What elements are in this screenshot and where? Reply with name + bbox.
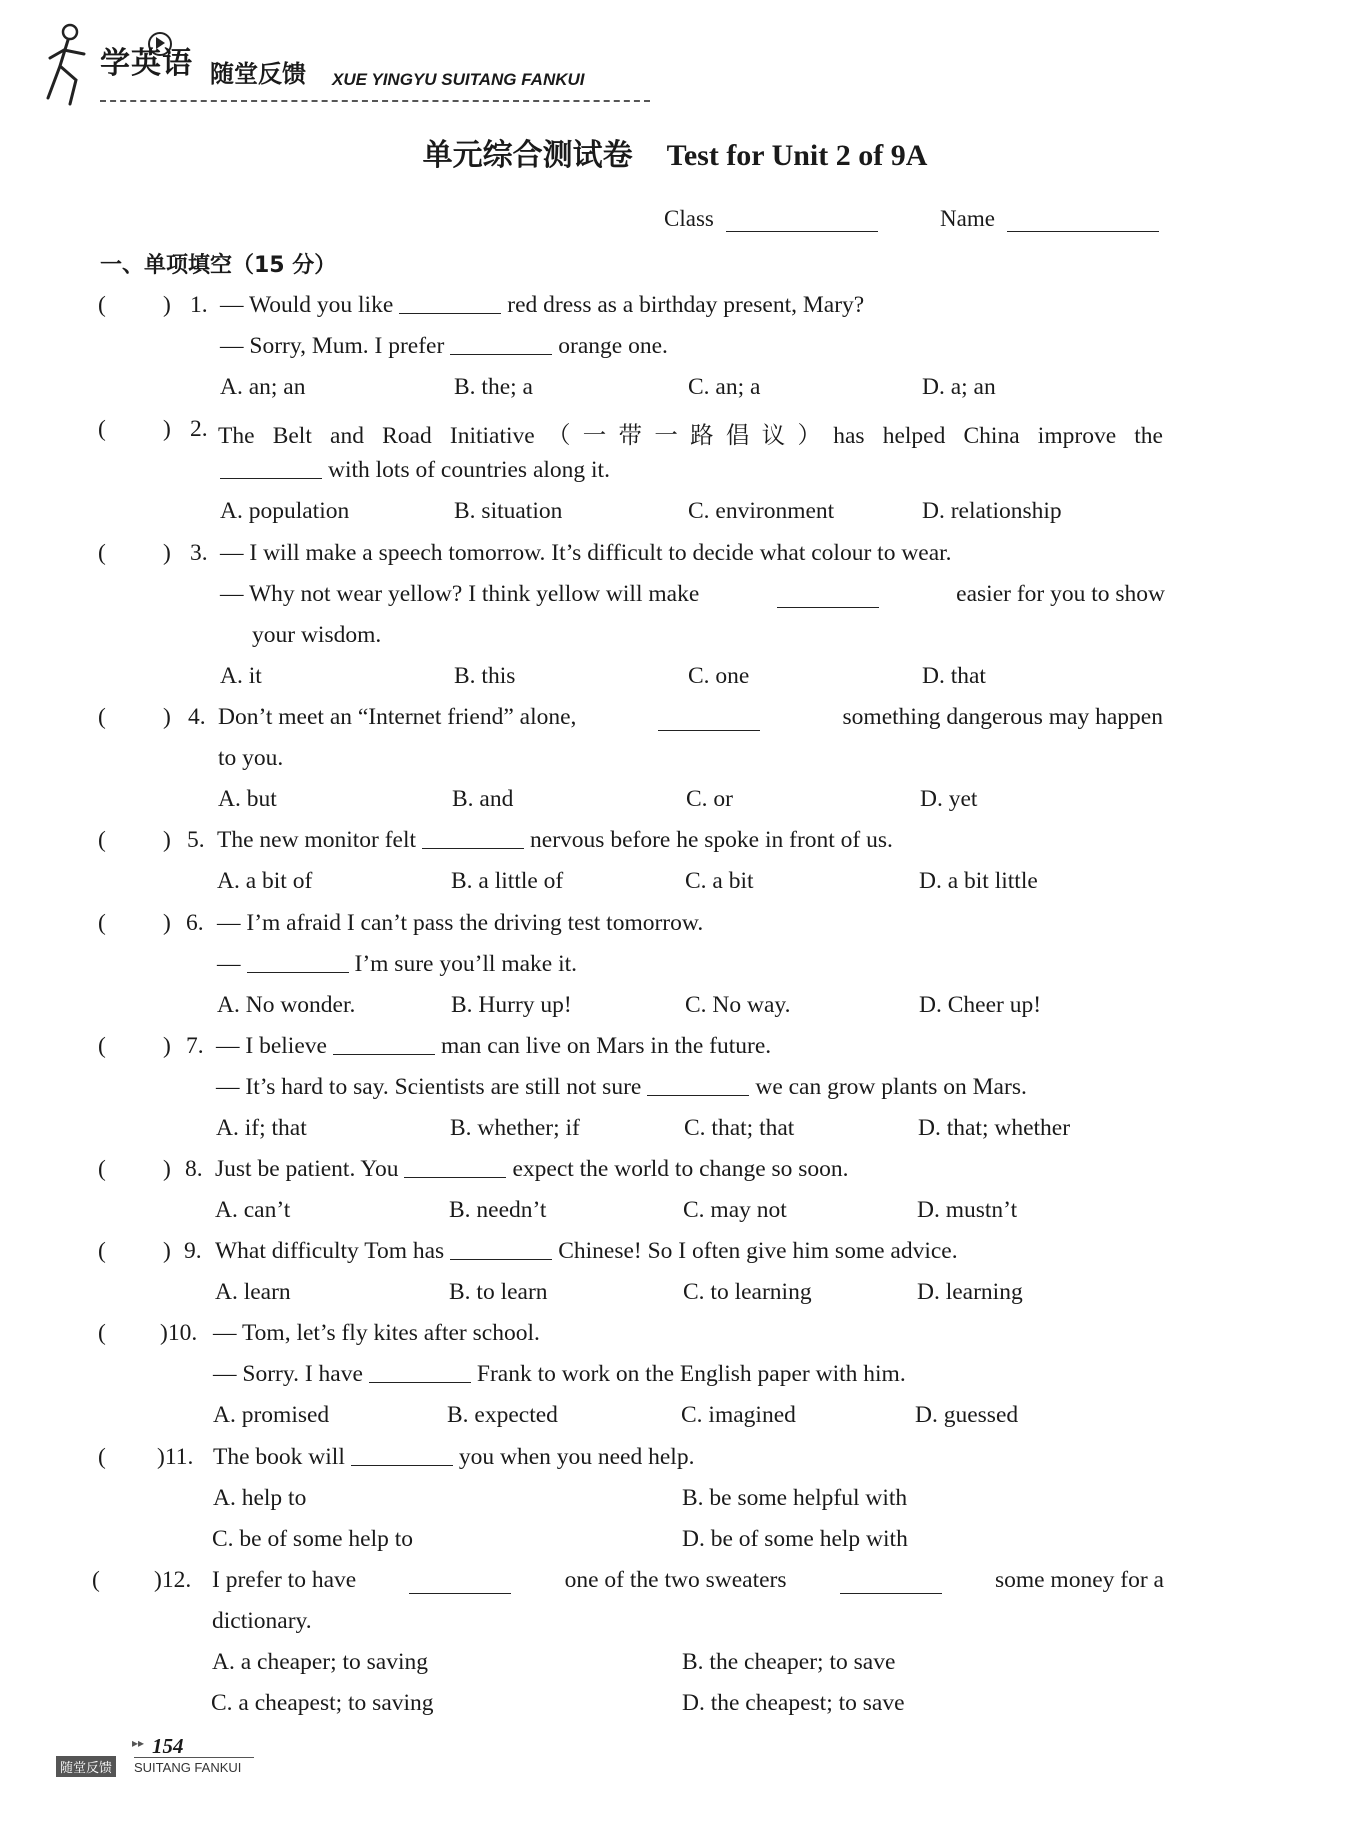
question-line: dictionary. [212, 1608, 312, 1634]
answer-paren-open: ( [98, 1444, 106, 1470]
option-a[interactable]: A. if; that [216, 1115, 307, 1141]
class-field [664, 206, 878, 232]
footer-pinyin: SUITANG FANKUI [134, 1760, 242, 1775]
option-d[interactable]: D. the cheapest; to save [682, 1690, 905, 1716]
answer-paren-close[interactable]: )10. [160, 1320, 198, 1346]
option-b[interactable]: B. a little of [451, 868, 564, 894]
header-logo [40, 18, 620, 108]
name-label: Name [940, 206, 995, 231]
option-d[interactable]: D. learning [917, 1279, 1023, 1305]
option-b[interactable]: B. expected [447, 1402, 558, 1428]
answer-blank[interactable] [450, 354, 552, 355]
option-d[interactable]: D. relationship [922, 498, 1062, 524]
question-line: The new monitor felt nervous before he spoke in front of us. [217, 827, 893, 853]
question-line: Just be patient. You expect the world to change so soon. [215, 1156, 849, 1182]
question-line: — Tom, let’s fly kites after school. [213, 1320, 540, 1346]
question-line: What difficulty Tom has Chinese! So I often give him some advice. [215, 1238, 958, 1264]
answer-blank[interactable] [840, 1567, 942, 1594]
page-title [0, 130, 1350, 174]
header-divider [100, 100, 650, 102]
title-cn: 单元综合测试卷 [422, 138, 633, 173]
answer-paren-open: ( [98, 1156, 106, 1182]
question-line: with lots of countries along it. [220, 457, 610, 484]
option-d[interactable]: D. that; whether [918, 1115, 1071, 1141]
question-line: your wisdom. [252, 622, 382, 648]
question-number: 7. [186, 1033, 204, 1059]
question-number: 4. [188, 704, 206, 730]
question-line: — I’m sure you’ll make it. [217, 951, 578, 977]
option-a[interactable]: A. it [220, 663, 262, 689]
answer-paren-open: ( [98, 1320, 106, 1346]
option-b[interactable]: B. the cheaper; to save [682, 1649, 896, 1675]
question-line: The Belt and Road Initiative（一带一路倡议）has helped China improve the [218, 423, 1163, 449]
name-input-line[interactable] [1007, 231, 1159, 232]
brand-pinyin: XUE YINGYU SUITANG FANKUI [332, 70, 585, 89]
section-heading: 一、单项填空（15 分） [100, 253, 337, 278]
question-line: — Sorry, Mum. I prefer orange one. [220, 333, 668, 359]
question-line: — Would you like red dress as a birthday present, Mary? [220, 292, 865, 318]
answer-blank[interactable] [422, 848, 524, 849]
answer-blank[interactable] [404, 1177, 506, 1178]
answer-paren-close[interactable]: ) [163, 827, 171, 853]
question-number: 3. [190, 540, 208, 566]
option-a[interactable]: A. learn [215, 1279, 291, 1305]
option-a[interactable]: A. a cheaper; to saving [212, 1649, 428, 1675]
answer-paren-close[interactable]: )11. [157, 1444, 194, 1470]
option-c[interactable]: C. one [688, 663, 750, 689]
option-b[interactable]: B. situation [454, 498, 563, 524]
question-number: 8. [185, 1156, 203, 1182]
option-a[interactable]: A. help to [213, 1485, 307, 1511]
question-line: — I will make a speech tomorrow. It’s difficult to decide what colour to wear. [220, 540, 952, 566]
class-input-line[interactable] [726, 231, 878, 232]
answer-paren-close[interactable]: ) [163, 1033, 171, 1059]
option-c[interactable]: C. environment [688, 498, 835, 524]
answer-paren-open: ( [98, 1238, 106, 1264]
question-number: 9. [184, 1238, 202, 1264]
option-c[interactable]: C. an; a [688, 374, 761, 400]
brand-subtitle: 随堂反馈 [210, 60, 306, 88]
answer-blank[interactable] [450, 1259, 552, 1260]
option-d[interactable]: D. guessed [915, 1402, 1019, 1428]
footer-divider [134, 1757, 254, 1758]
option-a[interactable]: A. can’t [215, 1197, 291, 1223]
answer-paren-open: ( [98, 540, 106, 566]
question-line: — I believe man can live on Mars in the future. [216, 1033, 772, 1059]
answer-blank[interactable] [220, 478, 322, 479]
answer-paren-close[interactable]: ) [163, 1156, 171, 1182]
option-c[interactable]: C. that; that [684, 1115, 795, 1141]
footer-tag: 随堂反馈 [56, 1756, 116, 1777]
question-number: 5. [187, 827, 205, 853]
option-b[interactable]: B. whether; if [450, 1115, 580, 1141]
option-d[interactable]: D. be of some help with [682, 1526, 908, 1552]
runner-figure-icon [40, 18, 100, 108]
option-c[interactable]: C. or [686, 786, 733, 812]
name-field [940, 206, 1159, 232]
answer-paren-open: ( [98, 292, 106, 318]
option-a[interactable]: A. a bit of [217, 868, 313, 894]
option-b[interactable]: B. to learn [449, 1279, 548, 1305]
option-c[interactable]: C. may not [683, 1197, 787, 1223]
answer-paren-close[interactable]: ) [163, 704, 171, 730]
page-number: 154 [152, 1734, 184, 1758]
option-c[interactable]: C. a bit [685, 868, 754, 894]
option-d[interactable]: D. mustn’t [917, 1197, 1018, 1223]
option-a[interactable]: A. promised [213, 1402, 330, 1428]
option-b[interactable]: B. Hurry up! [451, 992, 572, 1018]
answer-paren-close[interactable]: ) [163, 540, 171, 566]
brand-title: 学英语 [100, 46, 193, 81]
answer-paren-open: ( [92, 1567, 100, 1593]
option-d[interactable]: D. a; an [922, 374, 996, 400]
option-a[interactable]: A. population [220, 498, 350, 524]
answer-paren-open: ( [98, 704, 106, 730]
option-b[interactable]: B. this [454, 663, 516, 689]
answer-paren-open: ( [98, 910, 106, 936]
answer-blank[interactable] [333, 1054, 435, 1055]
answer-paren-close[interactable]: ) [163, 910, 171, 936]
arrow-icon: ▸▸ [132, 1736, 145, 1750]
option-a[interactable]: A. an; an [220, 374, 306, 400]
question-number: 6. [186, 910, 204, 936]
option-a[interactable]: A. but [218, 786, 277, 812]
question-line: The book will you when you need help. [213, 1444, 695, 1470]
option-b[interactable]: B. and [452, 786, 514, 812]
answer-blank[interactable] [647, 1095, 749, 1096]
option-c[interactable]: C. to learning [683, 1279, 812, 1305]
answer-blank[interactable] [399, 313, 501, 314]
answer-blank[interactable] [777, 581, 879, 608]
question-line: — Sorry. I have Frank to work on the English paper with him. [213, 1361, 906, 1387]
answer-paren-close[interactable]: ) [163, 1238, 171, 1264]
answer-paren-close[interactable]: ) [163, 292, 171, 318]
option-c[interactable]: C. a cheapest; to saving [211, 1690, 434, 1716]
option-c[interactable]: C. be of some help to [212, 1526, 414, 1552]
option-c[interactable]: C. imagined [681, 1402, 796, 1428]
question-line: I prefer to have one of the two sweaters some money for a [212, 1567, 1164, 1593]
option-b[interactable]: B. be some helpful with [682, 1485, 908, 1511]
option-d[interactable]: D. that [922, 663, 986, 689]
question-number: 2. [190, 416, 208, 442]
answer-blank[interactable] [247, 972, 349, 973]
answer-blank[interactable] [409, 1567, 511, 1594]
answer-paren-open: ( [98, 827, 106, 853]
question-line: Don’t meet an “Internet friend” alone, something dangerous may happen [218, 704, 1163, 730]
option-d[interactable]: D. Cheer up! [919, 992, 1042, 1018]
answer-paren-close[interactable]: )12. [154, 1567, 192, 1593]
option-d[interactable]: D. yet [920, 786, 978, 812]
class-label: Class [664, 206, 714, 231]
option-c[interactable]: C. No way. [685, 992, 791, 1018]
option-d[interactable]: D. a bit little [919, 868, 1038, 894]
option-a[interactable]: A. No wonder. [217, 992, 356, 1018]
answer-paren-open: ( [98, 416, 106, 442]
question-line: — Why not wear yellow? I think yellow will make easier for you to show [220, 581, 1165, 607]
question-line: — I’m afraid I can’t pass the driving test tomorrow. [217, 910, 704, 936]
answer-paren-open: ( [98, 1033, 106, 1059]
answer-blank[interactable] [658, 704, 760, 731]
title-en: Test for Unit 2 of 9A [666, 139, 928, 172]
answer-paren-close[interactable]: ) [163, 416, 171, 442]
option-b[interactable]: B. needn’t [449, 1197, 547, 1223]
question-line: to you. [218, 745, 284, 771]
question-line: — It’s hard to say. Scientists are still not sure we can grow plants on Mars. [216, 1074, 1027, 1100]
option-b[interactable]: B. the; a [454, 374, 533, 400]
question-number: 1. [190, 292, 208, 318]
answer-blank[interactable] [351, 1465, 453, 1466]
answer-blank[interactable] [369, 1382, 471, 1383]
